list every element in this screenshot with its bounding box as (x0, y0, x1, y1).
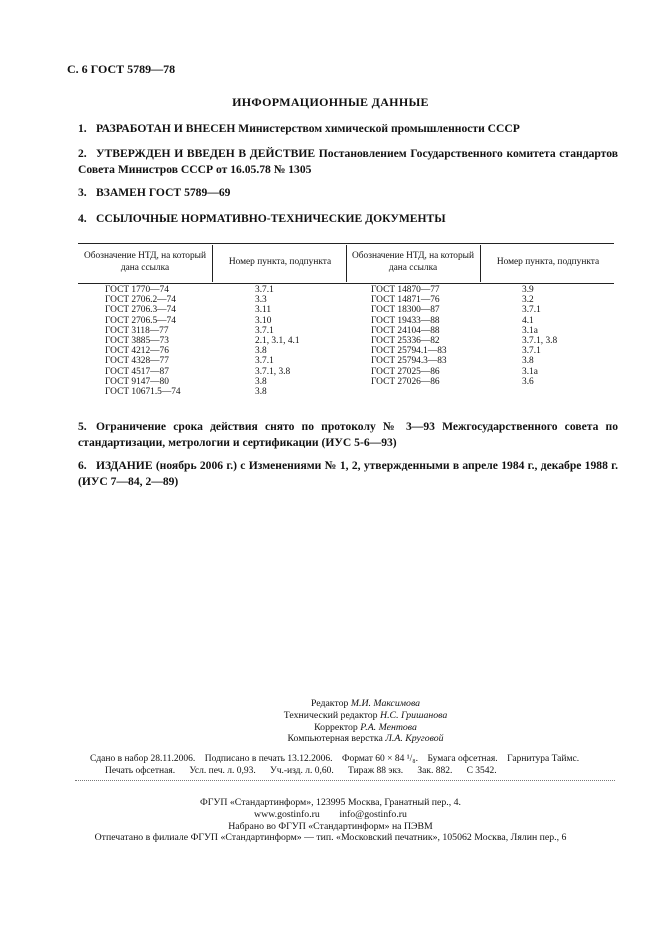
table-cell-doc: ГОСТ 27026—86 (371, 376, 440, 387)
table-header: Номер пункта, подпункта (496, 257, 600, 267)
item-5 (78, 419, 618, 451)
table-cell-item: 3.7.1 (522, 346, 541, 357)
item-lead: ВЗАМЕН ГОСТ 5789—69 (96, 186, 231, 199)
item-text: ИЗДАНИЕ (ноябрь 2006 г.) с Изменениями № 1, 2, утвержденными в апреле 1984 г., декабре 1988 г. (ИУС 7—84, 2—89) (78, 459, 618, 488)
table-cell-doc: ГОСТ 4328—77 (105, 356, 169, 367)
item-number: 4. (78, 212, 87, 225)
table-cell-doc: ГОСТ 4212—76 (105, 346, 169, 357)
table-cell-item: 3.2 (522, 295, 534, 306)
imprint-line-1: Сдано в набор 28.11.2006. Подписано в печать 13.12.2006. Формат 60 × 84 ¹/₈. Бумага офсетная. Гарнитура Таймс. (90, 754, 580, 764)
table-cell-doc: ГОСТ 14870—77 (371, 285, 440, 295)
table-cell-doc: ГОСТ 2706.2—74 (105, 295, 176, 306)
table-cell-item: 3.8 (255, 376, 267, 387)
table-cell-doc: ГОСТ 9147—80 (105, 376, 169, 387)
item-text: Министерством химической промышленности СССР (238, 122, 520, 135)
item-lead: ССЫЛОЧНЫЕ НОРМАТИВНО-ТЕХНИЧЕСКИЕ ДОКУМЕНТЫ (96, 212, 446, 225)
table-cell-item: 3.7.1 (255, 285, 274, 295)
item-1 (78, 121, 618, 137)
table-cell-doc: ГОСТ 14871—76 (371, 295, 440, 306)
item-6 (78, 458, 618, 490)
table-cell-item: 3.8 (255, 346, 267, 357)
table-header: Обозначение НТД, на который дана ссылка (352, 251, 474, 273)
credit-name: Н.С. Гришанова (380, 709, 448, 721)
credit-role: Корректор (314, 721, 358, 733)
table-cell-item: 3.10 (255, 315, 272, 326)
table-cell-item: 3.1а (522, 366, 538, 377)
credit-role: Компьютерная верстка (287, 733, 383, 745)
table-cell-doc: ГОСТ 19433—88 (371, 315, 440, 326)
item-number: 5. (78, 420, 87, 433)
table-cell-item: 2.1, 3.1, 4.1 (255, 336, 300, 346)
item-lead: РАЗРАБОТАН И ВНЕСЕН (96, 122, 236, 135)
table-cell-item: 3.1а (522, 325, 538, 336)
table-cell-item: 4.1 (522, 315, 534, 326)
table-cell-item: 3.11 (255, 305, 272, 316)
item-text: Постановлением Государственного комитета стандартов Совета Министров СССР от 16.05.78 № 1305 (78, 147, 618, 176)
credit-role: Редактор (310, 698, 349, 709)
publisher-printed: Отпечатано в филиале ФГУП «Стандартинформ» — тип. «Московский печатник», 105062 Москва, Лялин пер., 6 (94, 832, 567, 844)
credit-role: Технический редактор (283, 709, 378, 721)
table-cell-doc: ГОСТ 10671.5—74 (105, 387, 181, 397)
item-text: Ограничение срока действия снято по протоколу № 3—93 Межгосударственного совета по стандартизации, метрологии и сертификации (ИУС 5-6—93) (78, 420, 618, 449)
item-lead: УТВЕРЖДЕН И ВВЕДЕН В ДЕЙСТВИЕ (96, 147, 316, 160)
table-cell-item: 3.9 (522, 285, 534, 295)
table-cell-doc: ГОСТ 1770—74 (105, 285, 169, 295)
credit-name: М.И. Максимова (350, 698, 421, 709)
item-3 (78, 185, 618, 201)
page-title: ИНФОРМАЦИОННЫЕ ДАННЫЕ (232, 95, 429, 109)
table-cell-item: 3.3 (255, 295, 267, 306)
publisher-address: ФГУП «Стандартинформ», 123995 Москва, Гранатный пер., 4. (200, 797, 461, 808)
credits (0, 698, 661, 745)
item-4 (78, 211, 618, 227)
publisher-web: www.gostinfo.ru (254, 808, 320, 820)
table-cell-doc: ГОСТ 3885—73 (105, 336, 169, 346)
table-cell-doc: ГОСТ 2706.3—74 (105, 305, 176, 316)
table-cell-item: 3.8 (522, 356, 534, 367)
credit-name: Р.А. Ментова (360, 721, 417, 733)
publisher-typeset: Набрано во ФГУП «Стандартинформ» на ПЭВМ (228, 820, 433, 832)
table-cell-doc: ГОСТ 27025—86 (371, 366, 440, 377)
table-cell-item: 3.7.1 (255, 356, 274, 367)
table-cell-item: 3.8 (255, 387, 267, 397)
credit-name: Л.А. Круговой (385, 733, 444, 745)
item-number: 2. (78, 147, 87, 160)
table-cell-doc: ГОСТ 4517—87 (105, 366, 169, 377)
table-cell-doc: ГОСТ 18300—87 (371, 305, 440, 316)
table-cell-item: 3.6 (522, 376, 534, 387)
publisher-block (0, 797, 661, 844)
table-header: Обозначение НТД, на который дана ссылка (84, 251, 206, 273)
table-cell-doc: ГОСТ 24104—88 (371, 325, 440, 336)
imprint-line-2: Печать офсетная. Усл. печ. л. 0,93. Уч.-изд. л. 0,60. Тираж 88 экз. Зак. 882. С 3542. (105, 766, 497, 776)
table-cell-item: 3.7.1, 3.8 (522, 336, 558, 346)
page-header: С. 6 ГОСТ 5789—78 (67, 62, 176, 76)
table-cell-doc: ГОСТ 25794.1—83 (371, 346, 447, 357)
table-cell-doc: ГОСТ 3118—77 (105, 325, 169, 336)
publisher-email: info@gostinfo.ru (339, 808, 407, 820)
references-table (78, 243, 614, 413)
table-cell-item: 3.7.1 (255, 325, 274, 336)
item-number: 3. (78, 186, 87, 199)
table-cell-doc: ГОСТ 25794.3—83 (371, 356, 447, 367)
divider (75, 780, 615, 781)
table-cell-item: 3.7.1 (522, 305, 541, 316)
table-cell-item: 3.7.1, 3.8 (255, 366, 291, 377)
item-number: 1. (78, 122, 87, 135)
table-cell-doc: ГОСТ 25336—82 (371, 336, 440, 346)
table-cell-doc: ГОСТ 2706.5—74 (105, 315, 176, 326)
item-2 (78, 146, 618, 178)
table-header: Номер пункта, подпункта (228, 257, 332, 267)
item-number: 6. (78, 459, 87, 472)
